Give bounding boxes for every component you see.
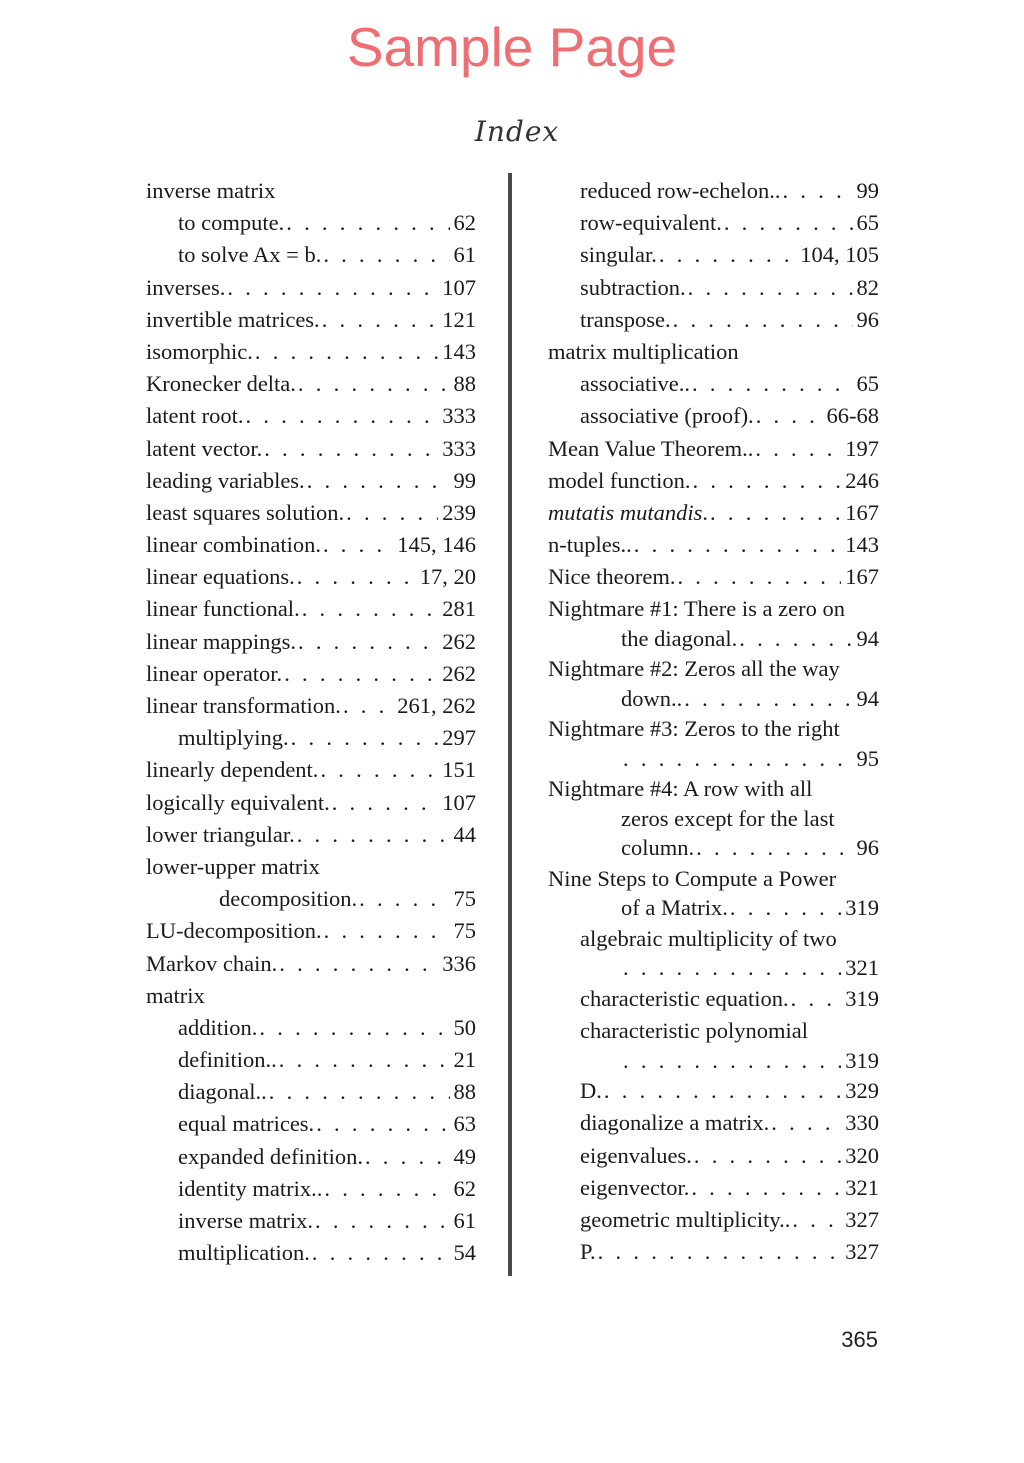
index-entry [146,819,476,851]
index-entry [146,1237,476,1269]
sample-page-watermark: Sample Page [346,16,678,78]
dot-leader [724,207,853,239]
dot-leader [323,529,393,561]
dot-leader [245,400,438,432]
dot-leader [755,433,841,465]
index-entry [146,304,476,336]
index-entry [146,529,476,561]
index-term: linear functional. [146,596,300,622]
index-page-ref: 121 [442,306,476,332]
index-term: multiplication. [178,1240,310,1266]
index-entry [146,1044,476,1076]
index-term: geometric multiplicity.. [580,1206,791,1232]
index-page-ref: 145, 146 [397,532,476,558]
dot-leader [312,1237,450,1269]
index-page-ref: 197 [845,435,879,461]
index-page-ref: 65 [856,210,879,236]
index-term: Nightmare #1: There is a zero on [548,596,845,622]
index-entry [548,336,879,368]
dot-leader [756,400,823,432]
index-page-ref: 96 [856,835,879,861]
index-term: isomorphic. [146,338,253,364]
index-term: LU-decomposition. [146,918,322,944]
index-entry [548,833,879,863]
index-entry [146,1141,476,1173]
index-term: D. [580,1078,602,1104]
index-entry [146,465,476,497]
index-page-ref: 94 [856,625,879,651]
index-term: model function. [548,467,691,493]
index-entry [548,497,879,529]
index-term: down.. [621,685,683,711]
index-entry [548,624,879,654]
index-entry [548,433,879,465]
index-term: algebraic multiplicity of two [580,925,837,951]
index-entry [548,864,879,894]
index-term: associative (proof). [580,403,754,429]
index-term: associative.. [580,371,690,397]
index-term: diagonal.. [178,1079,267,1105]
dot-leader [604,1075,841,1107]
index-page-ref: 62 [453,210,476,236]
index-page-ref: 143 [845,532,879,558]
dot-leader [598,1236,842,1268]
dot-leader [332,787,439,819]
index-term: Nightmare #3: Zeros to the right [548,716,840,742]
dot-leader [259,1012,449,1044]
index-term: matrix [146,982,205,1008]
index-term-suffix: . [702,499,709,525]
index-entry [146,593,476,625]
index-term: of a Matrix. [621,895,728,921]
index-page-ref: 62 [453,1175,476,1201]
index-entry [548,207,879,239]
index-page-ref: 75 [453,886,476,912]
dot-leader [692,368,853,400]
index-page-ref: 99 [453,467,476,493]
index-entry [146,1205,476,1237]
index-page-ref: 95 [856,745,879,771]
index-term: least squares solution. [146,499,345,525]
index-term: Kronecker delta. [146,371,296,397]
index-entry [146,336,476,368]
index-term: multiplying. [178,725,289,751]
index-page-ref: 319 [845,985,879,1011]
dot-leader [346,497,438,529]
index-term: Markov chain. [146,950,278,976]
index-entry [548,594,879,624]
page-number: 365 [841,1327,878,1352]
index-title: Index [474,115,560,148]
index-entry [548,400,879,432]
index-term: lower triangular. [146,821,295,847]
index-term: logically equivalent. [146,789,330,815]
index-term: zeros except for the last [621,805,835,831]
index-entry [548,272,879,304]
index-page-ref: 44 [453,821,476,847]
index-term: mutatis mutandis [548,499,703,525]
index-page-ref: 281 [442,596,476,622]
index-term: inverses. [146,274,226,300]
index-term: equal matrices. [178,1111,315,1137]
dot-leader [302,593,439,625]
index-page-ref: 107 [442,274,476,300]
index-entry [548,175,879,207]
index-page-ref: 321 [845,1174,879,1200]
dot-leader [291,722,439,754]
index-term: subtraction. [580,274,686,300]
dot-leader [623,953,841,983]
dot-leader [297,561,416,593]
index-page-ref: 50 [453,1014,476,1040]
index-entry [146,433,476,465]
index-entry [146,722,476,754]
index-term: invertible matrices. [146,306,320,332]
index-term: Nice theorem. [548,564,676,590]
index-term: linear operator. [146,660,283,686]
dot-leader [730,893,841,923]
dot-leader [284,658,438,690]
dot-leader [264,433,438,465]
index-term: inverse matrix. [178,1208,313,1233]
dot-leader [659,239,796,271]
index-entry [548,893,879,923]
index-page-ref: 333 [442,435,476,461]
dot-leader [315,1205,450,1237]
dot-leader [286,207,449,239]
dot-leader [688,272,853,304]
index-page-ref: 327 [845,1239,879,1265]
index-entry [548,744,879,774]
dot-leader [771,1107,841,1139]
index-term: linearly dependent. [146,757,319,783]
index-entry [548,1107,879,1139]
index-entry [548,368,879,400]
index-term: linear equations. [146,564,295,590]
index-entry [146,239,476,271]
index-term: eigenvector. [580,1174,690,1200]
index-term: the diagonal. [621,625,738,651]
index-term: diagonalize a matrix. [580,1110,770,1136]
dot-leader [359,883,449,915]
index-term: Mean Value Theorem.. [548,435,754,461]
index-term: latent root. [146,403,244,429]
index-page-ref: 329 [845,1078,879,1104]
index-entry [146,787,476,819]
index-entry [146,497,476,529]
index-page-ref: 107 [442,789,476,815]
index-page-ref: 327 [845,1206,879,1232]
index-term: linear combination. [146,532,321,558]
index-entry [548,561,879,593]
index-page-ref: 49 [453,1143,476,1169]
index-page-ref: 65 [856,371,879,397]
dot-leader [322,304,439,336]
index-page-ref: 63 [453,1111,476,1137]
index-page-ref: 21 [453,1047,476,1073]
dot-leader [279,1044,450,1076]
dot-leader [694,1140,841,1172]
index-term: Nightmare #4: A row with all [548,776,813,802]
index-entry [548,804,879,834]
index-term: Nightmare #2: Zeros all the way [548,656,840,682]
index-page-ref: 17, 20 [419,564,476,590]
dot-leader [792,1204,841,1236]
index-term: reduced row-echelon.. [580,178,781,203]
dot-leader [343,690,393,722]
index-entry [146,400,476,432]
dot-leader [307,465,450,497]
index-entry [548,529,879,561]
index-page-ref: 99 [856,178,879,203]
index-entry [548,1236,879,1268]
dot-leader [365,1141,450,1173]
index-term: row-equivalent. [580,210,722,236]
dot-leader [298,626,438,658]
index-page-ref: 330 [845,1110,879,1136]
index-column-right [548,175,879,1268]
index-term: lower-upper matrix [146,853,320,879]
index-page-ref: 321 [845,955,879,981]
index-page-ref: 61 [453,242,476,268]
index-entry [146,626,476,658]
index-term: addition. [178,1014,258,1040]
index-page-ref: 262 [442,628,476,654]
dot-leader [323,239,449,271]
dot-leader [623,744,853,774]
dot-leader [634,529,842,561]
index-entry [146,1012,476,1044]
index-page-ref: 96 [856,306,879,332]
index-term: to compute. [178,210,285,236]
index-entry [146,948,476,980]
index-page-ref: 94 [856,685,879,711]
index-term: decomposition. [219,886,358,912]
index-term: Nine Steps to Compute a Power [548,865,837,891]
index-page-ref: 104, 105 [800,242,879,268]
index-term: singular. [580,242,657,268]
index-entry [146,207,476,239]
dot-leader [255,336,438,368]
dot-leader [316,1108,449,1140]
dot-leader [696,833,852,863]
index-entry [146,754,476,786]
index-page-ref: 61 [453,1208,476,1233]
index-term: inverse matrix [146,178,276,203]
index-entry [146,851,476,883]
dot-leader [692,465,841,497]
dot-leader [297,819,450,851]
index-entry [548,774,879,804]
index-entry [548,1075,879,1107]
index-entry [146,1173,476,1205]
index-page-ref: 66-68 [826,403,879,429]
index-page-ref: 333 [442,403,476,429]
index-entry [548,924,879,954]
dot-leader [623,1046,841,1076]
index-page-ref: 54 [453,1240,476,1266]
column-divider [508,173,512,1276]
dot-leader [673,304,853,336]
index-page-ref: 262 [442,660,476,686]
index-entry [548,684,879,714]
index-page-ref: 151 [442,757,476,783]
index-entry [146,272,476,304]
dot-leader [320,754,438,786]
index-page-ref: 88 [453,1079,476,1105]
index-entry [548,1140,879,1172]
index-page-ref: 75 [453,918,476,944]
index-term: linear transformation. [146,693,341,718]
index-term: transpose. [580,306,671,332]
index-term: column. [621,835,695,861]
index-entry [548,304,879,336]
index-term: expanded definition. [178,1143,363,1169]
index-term: eigenvalues. [580,1142,692,1168]
dot-leader [269,1076,450,1108]
index-entry [146,658,476,690]
index-entry [146,980,476,1012]
index-page-ref: 88 [453,371,476,397]
index-entry [146,883,476,915]
index-page-ref: 319 [845,895,879,921]
index-entry [146,1108,476,1140]
dot-leader [710,497,841,529]
index-term: definition.. [178,1047,277,1073]
index-term: leading variables. [146,467,305,493]
dot-leader [298,368,450,400]
index-term: to solve Ax = b. [178,242,322,268]
index-page-ref: 261, 262 [397,693,476,718]
index-page-ref: 167 [845,564,879,590]
index-entry [548,1204,879,1236]
index-entry [548,1016,879,1046]
index-entry [548,239,879,271]
index-page-ref: 297 [442,725,476,751]
dot-leader [324,915,450,947]
index-page-ref: 319 [845,1047,879,1073]
index-term: P. [580,1239,596,1265]
index-entry [548,1172,879,1204]
index-entry [146,1076,476,1108]
index-entry [548,1046,879,1076]
dot-leader [783,175,853,207]
index-term: latent vector. [146,435,263,461]
dot-leader [684,684,852,714]
index-entry [548,983,879,1015]
index-entry [146,561,476,593]
index-entry [548,714,879,744]
index-term: matrix multiplication [548,338,739,364]
index-term: n-tuples.. [548,532,632,558]
index-term: characteristic equation. [580,985,789,1011]
index-page-ref: 336 [442,950,476,976]
dot-leader [324,1173,449,1205]
index-entry [548,953,879,983]
dot-leader [691,1172,841,1204]
index-term: linear mappings. [146,628,296,654]
index-page-ref: 320 [845,1142,879,1168]
dot-leader [227,272,438,304]
dot-leader [739,624,852,654]
index-entry [146,368,476,400]
index-column-left [146,175,476,1269]
dot-leader [677,561,841,593]
index-page-ref: 143 [442,338,476,364]
index-term: identity matrix.. [178,1175,323,1201]
index-page-ref: 82 [856,274,879,300]
dot-leader [791,983,842,1015]
index-entry [548,465,879,497]
index-term: characteristic polynomial [580,1018,809,1044]
index-page-ref: 239 [442,499,476,525]
index-page-ref: 167 [845,499,879,525]
index-entry [548,654,879,684]
dot-leader [279,948,438,980]
index-entry [146,690,476,722]
index-page-ref: 246 [845,467,879,493]
index-entry [146,175,476,207]
index-entry [146,915,476,947]
